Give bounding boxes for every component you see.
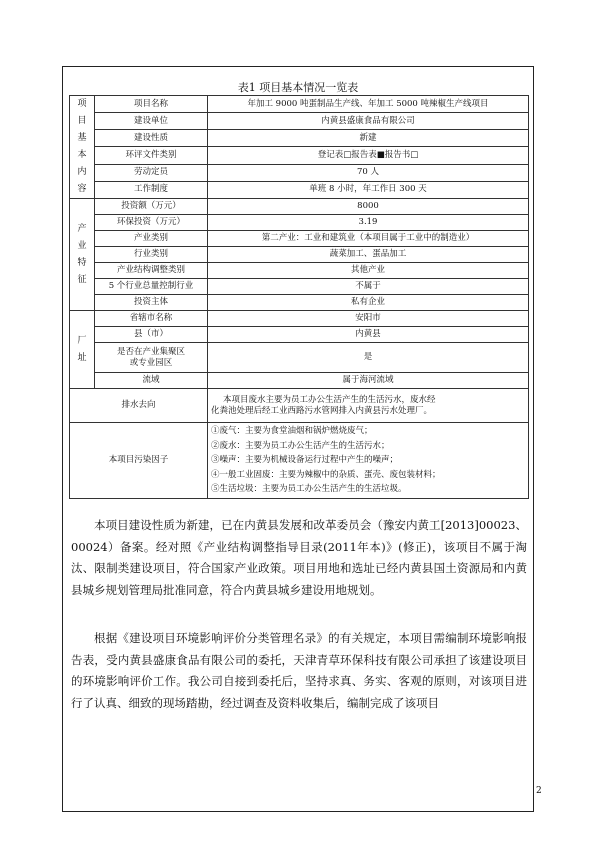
- pollution-label: 本项目污染因子: [70, 423, 208, 499]
- row-label: 投资主体: [95, 295, 208, 311]
- row-value: 年加工 9000 吨蛋制品生产线、年加工 5000 吨辣椒生产线项目: [208, 96, 529, 113]
- pollution-item: ②废水：主要为员工办公生活产生的生活污水；: [211, 440, 390, 451]
- row-value: 不属于: [208, 279, 529, 295]
- drain-label: 排水去向: [70, 389, 208, 423]
- page-frame: [62, 66, 534, 812]
- paragraph-2: 根据《建设项目环境影响评价分类管理名录》的有关规定，本项目需编制环境影响报告表，受内黄县盛康食品有限公司的委托，天津青草环保科技有限公司承担了该建设项目的环境影响评价工作。我公司自接到委托后，坚持求真、务实、客观的原则，对该项目进行了认真、细致的现场踏勘，经过调查及资料收集后，编制完成了该项目: [71, 631, 527, 710]
- row-label: 产业类别: [95, 231, 208, 247]
- row-value: 私有企业: [208, 295, 529, 311]
- group-industry: 产 业 特 征: [70, 199, 95, 311]
- pollution-item: ④一般工业固废：主要为辣椒中的杂质、蛋壳、废包装材料；: [211, 469, 441, 480]
- row-label: 行业类别: [95, 247, 208, 263]
- pollution-item: ⑤生活垃圾：主要为员工办公生活产生的生活垃圾。: [211, 484, 407, 495]
- row-value: 其他产业: [208, 263, 529, 279]
- drain-value: 本项目废水主要为员工办公生活产生的生活污水，废水经 化粪池处理后经工业西路污水管网排入内黄县污水处理厂。: [208, 389, 529, 423]
- row-value: 安阳市: [208, 311, 529, 327]
- row-label: 产业结构调整类别: [95, 263, 208, 279]
- row-value: 3.19: [208, 215, 529, 231]
- row-value: 内黄县盛康食品有限公司: [208, 113, 529, 130]
- row-value: 蔬菜加工、蛋品加工: [208, 247, 529, 263]
- row-label: 建设单位: [95, 113, 208, 130]
- row-label: 投资额（万元）: [95, 199, 208, 215]
- row-value: 是: [208, 343, 529, 373]
- paragraph-1: 本项目建设性质为新建，已在内黄县发展和改革委员会（豫安内黄工[2013]00023、00024）备案。经对照《产业结构调整指导目录(2011年本)》(修正)，该项目不属于淘汰、限制类建设项目，符合国家产业政策。项目用地和选址已经内黄县国土资源局和内黄县城乡规划管理局批准同意，符合内黄县城乡建设用地规划。: [71, 518, 527, 597]
- row-label: 工作制度: [95, 181, 208, 198]
- pollution-item: ③噪声：主要为机械设备运行过程中产生的噪声；: [211, 455, 399, 466]
- group-basic: 项 目 基 本 内 容: [70, 96, 95, 199]
- page-number: 2: [536, 786, 542, 796]
- row-label: 项目名称: [95, 96, 208, 113]
- pollution-item: ①废气：主要为食堂油烟和锅炉燃烧废气；: [211, 426, 373, 437]
- row-value: 单班 8 小时，年工作日 300 天: [208, 181, 529, 198]
- pollution-list: [208, 423, 529, 499]
- project-info-table: [69, 95, 529, 499]
- row-value: 新建: [208, 130, 529, 147]
- row-label: 建设性质: [95, 130, 208, 147]
- row-label: 流域: [95, 373, 208, 389]
- row-value: 属于海河流域: [208, 373, 529, 389]
- row-label: 环保投资（万元）: [95, 215, 208, 231]
- row-label: 环评文件类别: [95, 147, 208, 164]
- row-value: 内黄县: [208, 327, 529, 343]
- row-value: 第二产业：工业和建筑业（本项目属于工业中的制造业）: [208, 231, 529, 247]
- row-value: 8000: [208, 199, 529, 215]
- table-caption: 表1 项目基本情况一览表: [237, 81, 359, 94]
- row-label: 是否在产业集聚区 或专业园区: [95, 343, 208, 373]
- row-value: 70 人: [208, 164, 529, 181]
- row-label: 县（市）: [95, 327, 208, 343]
- row-label: 5 个行业总量控制行业: [95, 279, 208, 295]
- row-label: 省辖市名称: [95, 311, 208, 327]
- row-value: 登记表□报告表■报告书□: [208, 147, 529, 164]
- row-label: 劳动定员: [95, 164, 208, 181]
- group-site: 厂 址: [70, 311, 95, 389]
